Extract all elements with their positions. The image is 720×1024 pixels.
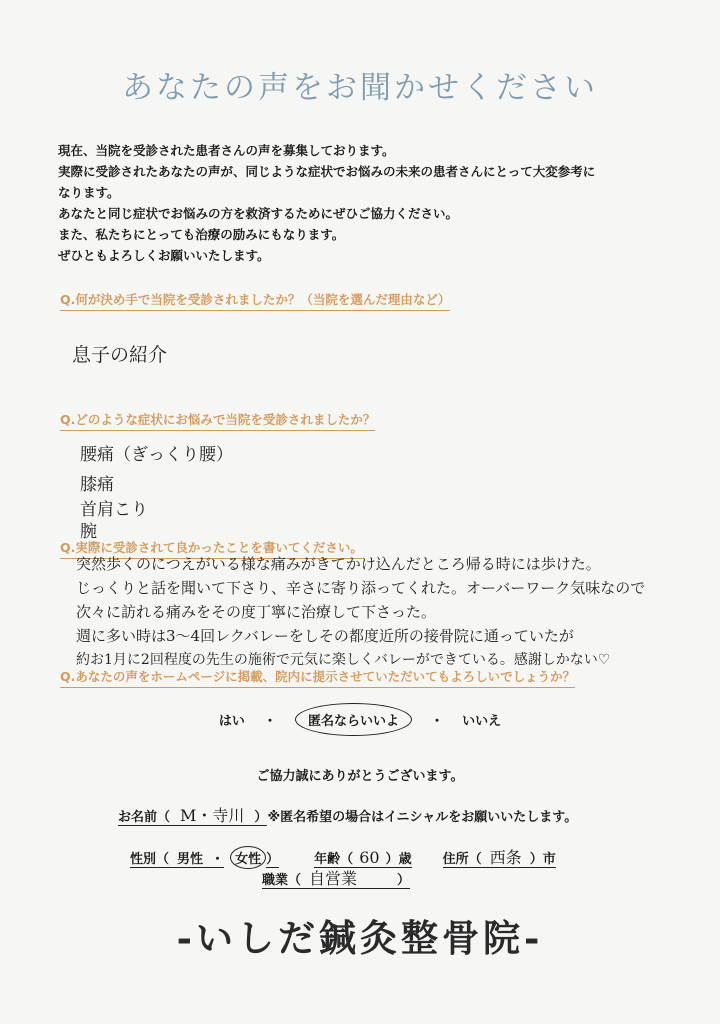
answer-symptom: 腰痛（ぎっくり腰） bbox=[80, 445, 233, 465]
job-open-paren: （ bbox=[288, 873, 302, 888]
question-publish-consent: Q.あなたの声をホームページに掲載、院内に提示させていただいてもよろしいでしょうか？ bbox=[60, 667, 575, 688]
intro-line: 現在、当院を受診された患者さんの声を募集しております。 bbox=[58, 143, 395, 158]
answer-symptom: 膝痛 bbox=[80, 475, 114, 495]
answer-good-point: 突然歩くのにつえがいる様な痛みがきてかけ込んだところ帰る時には歩けた。 bbox=[76, 555, 601, 573]
option-no[interactable]: いいえ bbox=[462, 714, 502, 729]
answer-good-point: 次々に訪れる痛みをその度丁寧に治療して下さった。 bbox=[76, 603, 437, 621]
consent-options bbox=[0, 703, 720, 736]
question-reason: Q.何が決め手で当院を受診されましたか？（当院を選んだ理由など） bbox=[60, 290, 450, 311]
gender-close-paren: ） bbox=[266, 852, 280, 867]
gender-separator: ・ bbox=[211, 852, 225, 867]
option-separator: ・ bbox=[263, 714, 277, 729]
intro-line: ぜひともよろしくお願いいたします。 bbox=[58, 248, 270, 263]
gender-label: 性別 bbox=[130, 852, 157, 867]
name-label: お名前 bbox=[118, 810, 158, 825]
name-open-paren: （ bbox=[157, 810, 171, 825]
name-close-paren: ） bbox=[254, 810, 268, 825]
age-label: 年齢 bbox=[314, 852, 341, 867]
address-label: 住所 bbox=[442, 852, 469, 867]
option-separator: ・ bbox=[430, 714, 444, 729]
age-open-paren: （ bbox=[340, 852, 354, 867]
option-anonymous-selected[interactable]: 匿名ならいいよ bbox=[295, 703, 412, 736]
answer-good-point: 週に多い時は3〜4回レクバレーをしその都度近所の接骨院に通っていたが bbox=[76, 627, 574, 645]
question-good-points: Q.実際に受診されて良かったことを書いてください。 bbox=[60, 538, 363, 559]
thanks-text: ご協力誠にありがとうございます。 bbox=[256, 769, 464, 784]
intro-line: また、私たちにとっても治療の励みにもなります。 bbox=[58, 227, 345, 242]
answer-symptom: 腕 bbox=[80, 522, 97, 542]
answer-symptom: 首肩こり bbox=[80, 500, 148, 520]
gender-open-paren: （ bbox=[156, 852, 170, 867]
page-title: あなたの声をお聞かせください bbox=[122, 70, 598, 106]
job-close-paren: ） bbox=[397, 873, 411, 888]
answer-good-point: じっくりと話を聞いて下さり、辛さに寄り添ってくれた。オーバーワーク気味なので bbox=[76, 579, 646, 597]
address-unit: 市 bbox=[542, 852, 556, 867]
age-value[interactable]: 60 bbox=[353, 848, 385, 868]
name-value[interactable]: M・寺川 bbox=[170, 806, 254, 826]
job-label: 職業 bbox=[262, 873, 289, 888]
intro-line: なります。 bbox=[58, 185, 120, 200]
job-value[interactable]: 自営業 bbox=[301, 869, 397, 889]
address-open-paren: （ bbox=[468, 852, 482, 867]
answer-good-point: 約お1月に2回程度の先生の施術で元気に楽しくバレーができている。感謝しかない♡ bbox=[76, 652, 611, 668]
answer-reason: 息子の紹介 bbox=[72, 344, 168, 366]
gender-option-male[interactable]: 男性 bbox=[169, 852, 211, 868]
name-note: ※匿名希望の場合はイニシャルをお願いいたします。 bbox=[267, 810, 578, 825]
name-row bbox=[118, 803, 577, 826]
age-close-paren: ） bbox=[385, 852, 399, 867]
job-row bbox=[262, 866, 410, 889]
intro-line: あなたと同じ症状でお悩みの方を救済するためにぜひご協力ください。 bbox=[58, 206, 459, 221]
age-unit: 歳 bbox=[398, 852, 412, 867]
question-symptoms: Q.どのような症状にお悩みで当院を受診されましたか？ bbox=[60, 410, 375, 431]
intro-line: 実際に受診されたあなたの声が、同じような症状でお悩みの未来の患者さんにとって大変参考に bbox=[58, 164, 596, 179]
gender-option-female-selected[interactable]: 女性 bbox=[230, 846, 266, 869]
clinic-name: -いしだ鍼灸整骨院- bbox=[176, 916, 544, 960]
address-close-paren: ） bbox=[529, 852, 543, 867]
address-value[interactable]: 西条 bbox=[482, 848, 530, 868]
intro-text bbox=[58, 140, 658, 266]
option-yes[interactable]: はい bbox=[218, 714, 245, 729]
